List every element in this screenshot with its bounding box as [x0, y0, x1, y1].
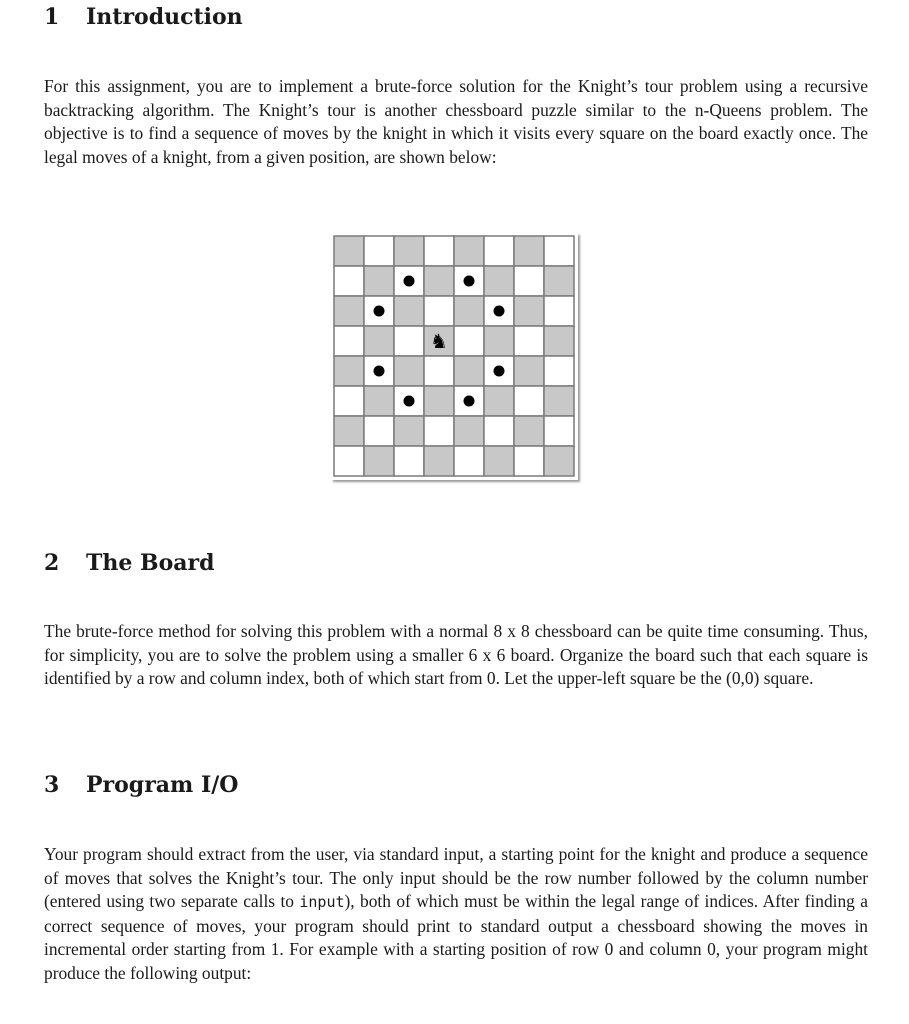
knight-moves-chessboard	[331, 233, 578, 480]
board-square	[544, 266, 574, 296]
board-square	[454, 236, 484, 266]
board-square	[514, 416, 544, 446]
board-square	[424, 446, 454, 476]
io-text-part1: Your program should extract from the user, via standard input, a starting point for the knight and produce a sequence of moves that solves the Knight’s tour. The only input should be the row number followed by the column number (entered using two separate calls to	[44, 844, 868, 912]
board-square	[544, 416, 574, 446]
section-number: 2	[44, 550, 60, 576]
knight-move-marker	[464, 276, 475, 287]
knight-move-marker	[374, 366, 385, 377]
section-title: Introduction	[86, 4, 243, 30]
board-square	[514, 266, 544, 296]
board-square	[484, 416, 514, 446]
board-square	[364, 416, 394, 446]
board-square	[424, 236, 454, 266]
board-square	[544, 236, 574, 266]
board-square	[454, 446, 484, 476]
board-square	[424, 296, 454, 326]
section-title: Program I/O	[86, 772, 239, 798]
board-square	[394, 446, 424, 476]
board-square	[454, 356, 484, 386]
board-square	[484, 326, 514, 356]
board-square	[334, 356, 364, 386]
section-heading-program-io	[44, 771, 238, 799]
section-heading-introduction	[44, 3, 243, 31]
knight-move-marker	[494, 366, 505, 377]
section-number: 3	[44, 772, 60, 798]
board-square	[394, 416, 424, 446]
board-square	[334, 236, 364, 266]
board-square	[544, 386, 574, 416]
board-square	[514, 296, 544, 326]
board-square	[334, 416, 364, 446]
board-square	[394, 236, 424, 266]
board-square	[544, 446, 574, 476]
board-square	[424, 356, 454, 386]
board-square	[334, 266, 364, 296]
board-square	[514, 326, 544, 356]
section-heading-the-board	[44, 549, 215, 577]
board-square	[364, 386, 394, 416]
board-square	[454, 326, 484, 356]
board-square	[394, 296, 424, 326]
program-io-paragraph	[44, 843, 868, 986]
board-square	[514, 236, 544, 266]
board-square	[484, 266, 514, 296]
board-square	[364, 446, 394, 476]
knight-move-marker	[374, 306, 385, 317]
board-square	[394, 326, 424, 356]
intro-paragraph: For this assignment, you are to implement a brute-force solution for the Knight’s tour problem using a recursive backtracking algorithm. The Knight’s tour is another chessboard puzzle similar to the n-Queens problem. The objective is to find a sequence of moves by the knight in which it visits every square on the board exactly once. The legal moves of a knight, from a given position, are shown below:	[44, 76, 868, 167]
board-square	[364, 266, 394, 296]
knight-move-marker	[494, 306, 505, 317]
knight-move-marker	[404, 276, 415, 287]
board-square	[334, 386, 364, 416]
section-title: The Board	[86, 550, 215, 576]
board-square	[334, 446, 364, 476]
board-square	[544, 296, 574, 326]
knight-move-marker	[464, 396, 475, 407]
board-square	[544, 326, 574, 356]
board-square	[454, 296, 484, 326]
board-square	[334, 326, 364, 356]
board-square	[514, 356, 544, 386]
board-square	[334, 296, 364, 326]
board-square	[484, 236, 514, 266]
board-square	[454, 416, 484, 446]
board-square	[484, 386, 514, 416]
board-square	[514, 386, 544, 416]
board-square	[544, 356, 574, 386]
section-number: 1	[44, 4, 60, 30]
board-square	[424, 386, 454, 416]
board-square	[364, 326, 394, 356]
board-square	[514, 446, 544, 476]
board-paragraph: The brute-force method for solving this problem with a normal 8 x 8 chessboard can be quite time consuming. Thus, for simplicity, you are to solve the problem using a smaller 6 x 6 board. Organize the board such that each square is identified by a row and column index, both of which start from 0. Let the upper-left square be the (0,0) square.	[44, 621, 868, 689]
board-square	[364, 236, 394, 266]
board-square	[424, 416, 454, 446]
knight-icon: ♞	[430, 329, 448, 353]
io-text-part2: ), both of which must be within the legal range of indices. After finding a correct sequence of moves, your program should print to standard output a chessboard showing the moves in incremental order starting from 1. For example with a starting position of row 0 and column 0, your program might produce the following output:	[44, 891, 868, 983]
knight-move-marker	[404, 396, 415, 407]
input-function-code: input	[299, 893, 345, 912]
board-square	[484, 446, 514, 476]
board-square	[424, 266, 454, 296]
board-square	[394, 356, 424, 386]
